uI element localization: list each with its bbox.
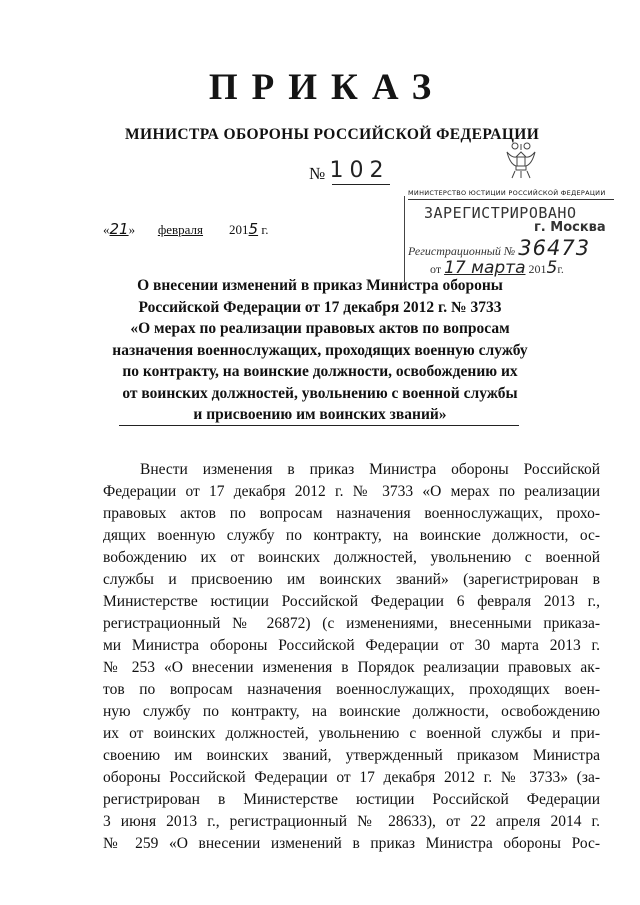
date-year-unit: г.: [261, 222, 269, 237]
heading-line: «О мерах по реализации правовых актов по вопросам: [130, 320, 510, 337]
date-year-suffix: 5: [248, 220, 259, 238]
stamp-date-year-unit: г.: [557, 262, 564, 276]
heading-line: назначения военнослужащих, проходящих военную службу: [112, 341, 528, 359]
stamp-reg-label: Регистрационный №: [408, 244, 516, 258]
stamp-date-year-prefix: 201: [528, 262, 547, 276]
stamp-reg-number: 36473: [518, 236, 591, 260]
stamp-border: [404, 196, 405, 282]
heading-line: О внесении изменений в приказ Министра обороны: [137, 277, 503, 294]
body-line: регистрирован в Министерстве юстиции Российской Федерации: [103, 791, 600, 808]
heading-line: по контракту, на воинские должности, освобождению их: [122, 363, 518, 380]
order-body: [103, 459, 600, 855]
body-line: дящих военную службу по контракту, на воинские должности, ос-: [103, 527, 600, 544]
order-heading: [100, 275, 540, 426]
body-line: службы и присвоению им воинских званий» (зарегистрирован в: [103, 571, 600, 588]
stamp-registered: ЗАРЕГИСТРИРОВАНО: [424, 204, 577, 222]
heading-line: Российской Федерации от 17 декабря 2012 г. № 3733: [138, 298, 502, 316]
stamp-date-prefix: от: [430, 262, 442, 276]
eagle-emblem-icon: [504, 140, 538, 180]
number-underline: [332, 184, 390, 185]
body-line: тов по вопросам назначения военнослужащих, проходящих воен-: [103, 681, 600, 698]
issuer-line: МИНИСТРА ОБОРОНЫ РОССИЙСКОЙ ФЕДЕРАЦИИ: [125, 126, 540, 143]
date-open-quote: «: [103, 222, 110, 237]
date-day: 21: [109, 220, 129, 238]
body-line: вобождению их от воинских должностей, увольнению с военной: [103, 549, 600, 566]
body-line: 3 июня 2013 г., регистрационный № 28633), от 22 апреля 2014 г.: [103, 813, 600, 830]
order-number: [309, 160, 389, 185]
body-line: Федерации от 17 декабря 2012 г. № 3733 «О мерах по реализации: [103, 483, 600, 500]
heading-line: от воинских должностей, увольнению с военной службы: [122, 384, 518, 402]
body-line: обороны Российской Федерации от 17 декабря 2012 г. № 3733» (за-: [103, 769, 600, 786]
body-line: регистрационный № 26872) (с изменениями, внесенными приказа-: [103, 615, 600, 632]
document-title: ПРИКАЗ: [208, 67, 446, 108]
body-line: ную службу по контракту, на воинские должности, освобождению: [103, 703, 600, 720]
date-month: февраля: [157, 222, 204, 237]
date-year-prefix: 201: [229, 222, 249, 237]
stamp-date-year-suffix: 5: [546, 258, 558, 278]
body-line: их от воинских должностей, увольнению с военной службы и при-: [103, 725, 600, 742]
stamp-city: г. Москва: [534, 220, 606, 235]
body-line: Министерстве юстиции Российской Федерации 6 февраля 2013 г.,: [103, 593, 600, 610]
registration-stamp: [404, 136, 616, 286]
heading-underline: [119, 425, 519, 426]
body-line: Внести изменения в приказ Министра обороны Российской: [140, 461, 600, 478]
body-line: правовых актов по вопросам назначения военнослужащих, прохо-: [103, 505, 600, 522]
order-number-value: 102: [329, 158, 390, 183]
stamp-ministry: МИНИСТЕРСТВО ЮСТИЦИИ РОССИЙСКОЙ ФЕДЕРАЦИИ: [408, 189, 614, 200]
heading-line: и присвоению им воинских званий»: [193, 406, 447, 423]
date-close-quote: »: [128, 222, 136, 237]
number-sign: №: [309, 164, 326, 183]
body-line: № 259 «О внесении изменений в приказ Министра обороны Рос-: [103, 835, 600, 852]
body-line: ми Министра обороны Российской Федерации от 30 марта 2013 г.: [103, 637, 600, 654]
body-line: № 253 «О внесении изменения в Порядок реализации правовых ак-: [103, 659, 600, 676]
stamp-date-value: 17 марта: [444, 258, 526, 278]
body-line: своению им воинских званий, утвержденный приказом Министра: [103, 747, 600, 764]
order-date: [103, 220, 268, 238]
stamp-registration-number: [408, 236, 590, 260]
